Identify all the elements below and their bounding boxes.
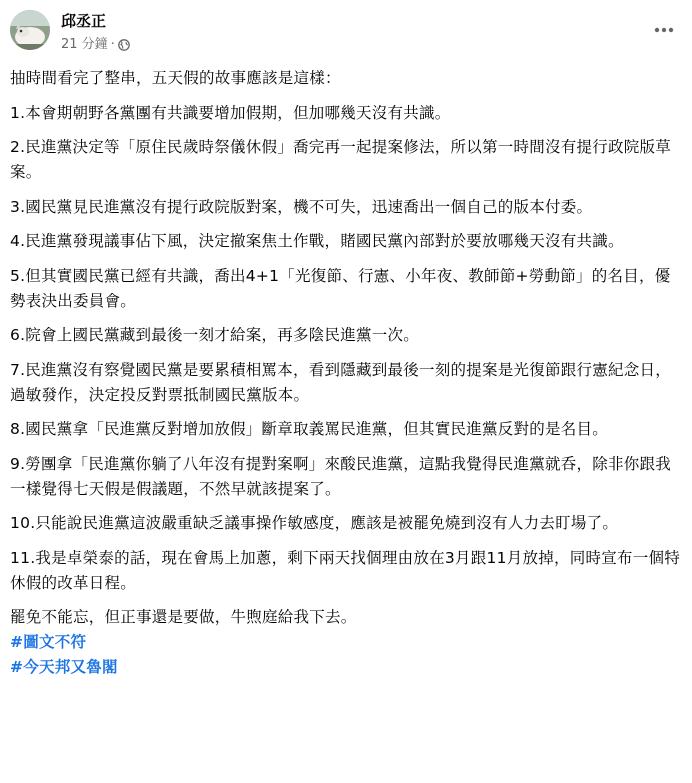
post-paragraph: 10.只能說民進黨這波嚴重缺乏議事操作敏感度，應該是被罷免燒到沒有人力去盯場了。 xyxy=(10,514,619,532)
more-options-button[interactable] xyxy=(648,14,680,46)
post-paragraph: 4.民進黨發現議事佔下風，決定撤案焦土作戰，賭國民黨內部對於要放哪幾天沒有共識。 xyxy=(10,232,624,250)
post-paragraph: 7.民進黨沒有察覺國民黨是要累積相罵本，看到隱藏到最後一刻的提案是光復節跟行憲紀念日，過敏發作，決定投反對票抵制國民黨版本。 xyxy=(10,360,672,404)
meta-separator: · xyxy=(110,37,115,52)
post-paragraph: 抽時間看完了整串，五天假的故事應該是這樣： xyxy=(10,69,341,87)
post-paragraph: 6.院會上國民黨藏到最後一刻才給案，再多陰民進黨一次。 xyxy=(10,326,420,344)
more-horizontal-icon xyxy=(654,27,674,33)
post-paragraph: 2.民進黨決定等「原住民歲時祭儀休假」喬完再一起提案修法，所以第一時間沒有提行政院版草案。 xyxy=(10,138,672,181)
avatar-image xyxy=(10,10,50,50)
author-avatar[interactable] xyxy=(10,10,50,50)
hashtag-link[interactable]: #圖文不符 xyxy=(10,633,87,651)
post-body xyxy=(10,66,682,680)
post-meta xyxy=(61,37,130,53)
post-paragraph: 11.我是卓榮泰的話，現在會馬上加蔥，剩下兩天找個理由放在3月跟11月放掉，同時宣布一個特休假的改革日程。 xyxy=(10,548,680,592)
author-name[interactable]: 邱丞正 xyxy=(61,12,107,30)
globe-icon[interactable] xyxy=(118,39,130,51)
post-paragraph: 8.國民黨拿「民進黨反對增加放假」斷章取義罵民進黨，但其實民進黨反對的是名目。 xyxy=(10,420,609,438)
hashtag-link[interactable]: #今天邦又魯閣 xyxy=(10,658,118,676)
post-paragraph: 1.本會期朝野各黨團有共識要增加假期，但加哪幾天沒有共識。 xyxy=(10,103,451,122)
post-paragraph: 9.勞團拿「民進黨你躺了八年沒有提對案啊」來酸民進黨，這點我覺得民進黨就呑，除非你跟我一樣覺得七天假是假議題，不然早就該提案了。 xyxy=(10,454,672,498)
post-header xyxy=(10,10,682,56)
post-timestamp[interactable]: 21 分鐘 xyxy=(61,37,108,52)
post-paragraph: 罷免不能忘，但正事還是要做，牛煦庭給我下去。 xyxy=(10,608,357,626)
post-paragraph: 5.但其實國民黨已經有共識，喬出4+1「光復節、行憲、小年夜、教師節+勞動節」的名目，優勢表決出委員會。 xyxy=(10,266,671,310)
post-paragraph: 3.國民黨見民進黨沒有提行政院版對案，機不可失，迅速喬出一個自己的版本付委。 xyxy=(10,197,593,216)
